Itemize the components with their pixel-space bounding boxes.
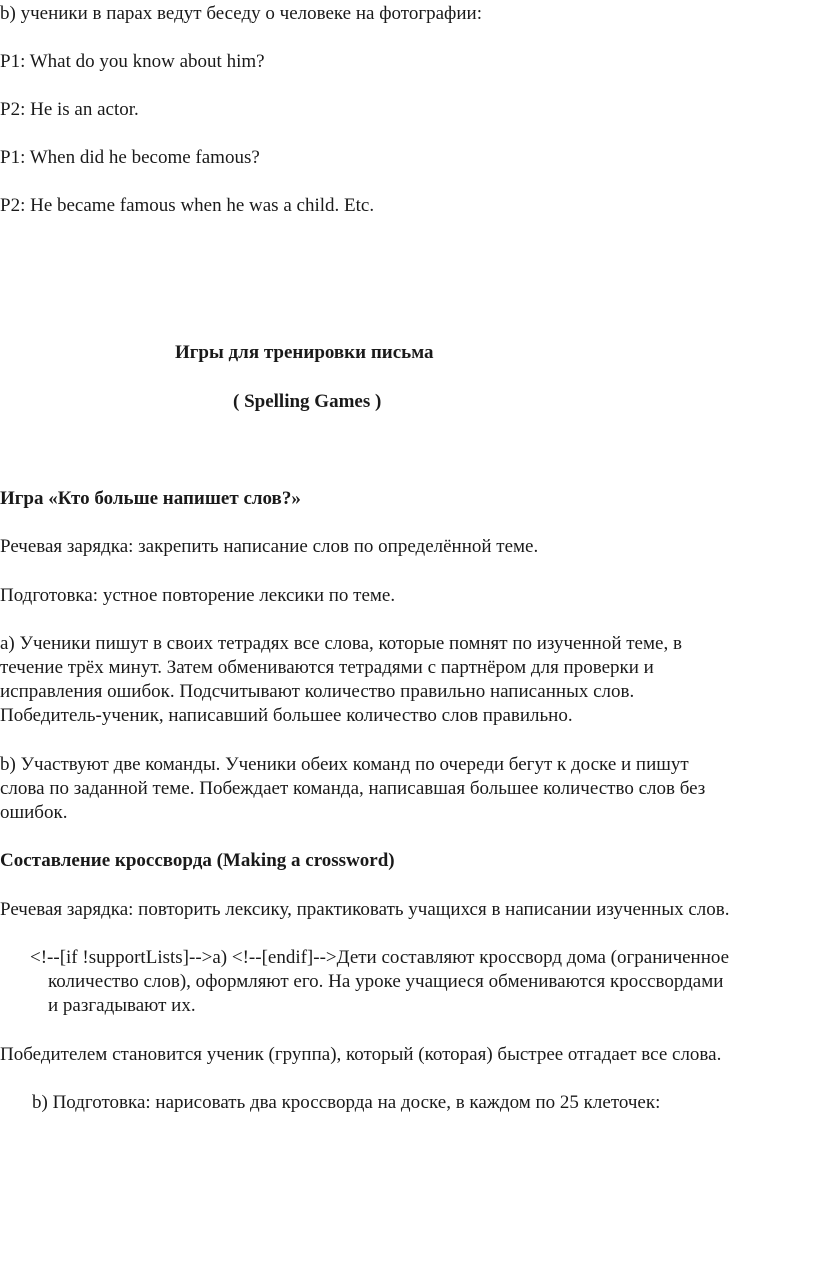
game1-b-line: слова по заданной теме. Побеждает команда, написавшая большее количество слов без: [0, 778, 706, 799]
game2-warmup: Речевая зарядка: повторить лексику, практиковать учащихся в написании изученных слов.: [0, 899, 730, 920]
intro-heading: b) ученики в парах ведут беседу о человеке на фотографии:: [0, 3, 482, 24]
game2-a-line: количество слов), оформляют его. На уроке учащиеся обмениваются кроссвордами: [48, 971, 724, 992]
game2-winner: Победителем становится ученик (группа), который (которая) быстрее отгадает все слова.: [0, 1044, 722, 1065]
game2-title: Составление кроссворда (Making a crossword): [0, 850, 395, 871]
game1-b-line: b) Участвуют две команды. Ученики обеих команд по очереди бегут к доске и пишут: [0, 754, 689, 775]
game2-item-b: b) Подготовка: нарисовать два кроссворда на доске, в каждом по 25 клеточек:: [32, 1092, 661, 1113]
game1-a-line: Победитель-ученик, написавший большее количество слов правильно.: [0, 705, 573, 726]
game1-b-line: ошибок.: [0, 802, 68, 823]
dialog-line-4: P2: He became famous when he was a child. Etc.: [0, 195, 375, 216]
game1-prep: Подготовка: устное повторение лексики по теме.: [0, 585, 396, 606]
game1-warmup: Речевая зарядка: закрепить написание слов по определённой теме.: [0, 536, 539, 557]
section-subtitle: ( Spelling Games ): [233, 391, 382, 412]
dialog-line-3: P1: When did he become famous?: [0, 147, 260, 168]
game1-a-line: течение трёх минут. Затем обмениваются тетрадями с партнёром для проверки и: [0, 657, 654, 678]
game1-title: Игра «Кто больше напишет слов?»: [0, 488, 301, 509]
dialog-line-2: P2: He is an actor.: [0, 99, 139, 120]
dialog-line-1: P1: What do you know about him?: [0, 51, 265, 72]
game2-a-line: и разгадывают их.: [48, 995, 196, 1016]
section-title: Игры для тренировки письма: [175, 342, 434, 363]
game2-a-line: <!--[if !supportLists]-->а) <!--[endif]-->Дети составляют кроссворд дома (ограниченное: [30, 947, 730, 968]
game1-a-line: а) Ученики пишут в своих тетрадях все слова, которые помнят по изученной теме, в: [0, 633, 682, 654]
game1-a-line: исправления ошибок. Подсчитывают количество правильно написанных слов.: [0, 681, 635, 702]
